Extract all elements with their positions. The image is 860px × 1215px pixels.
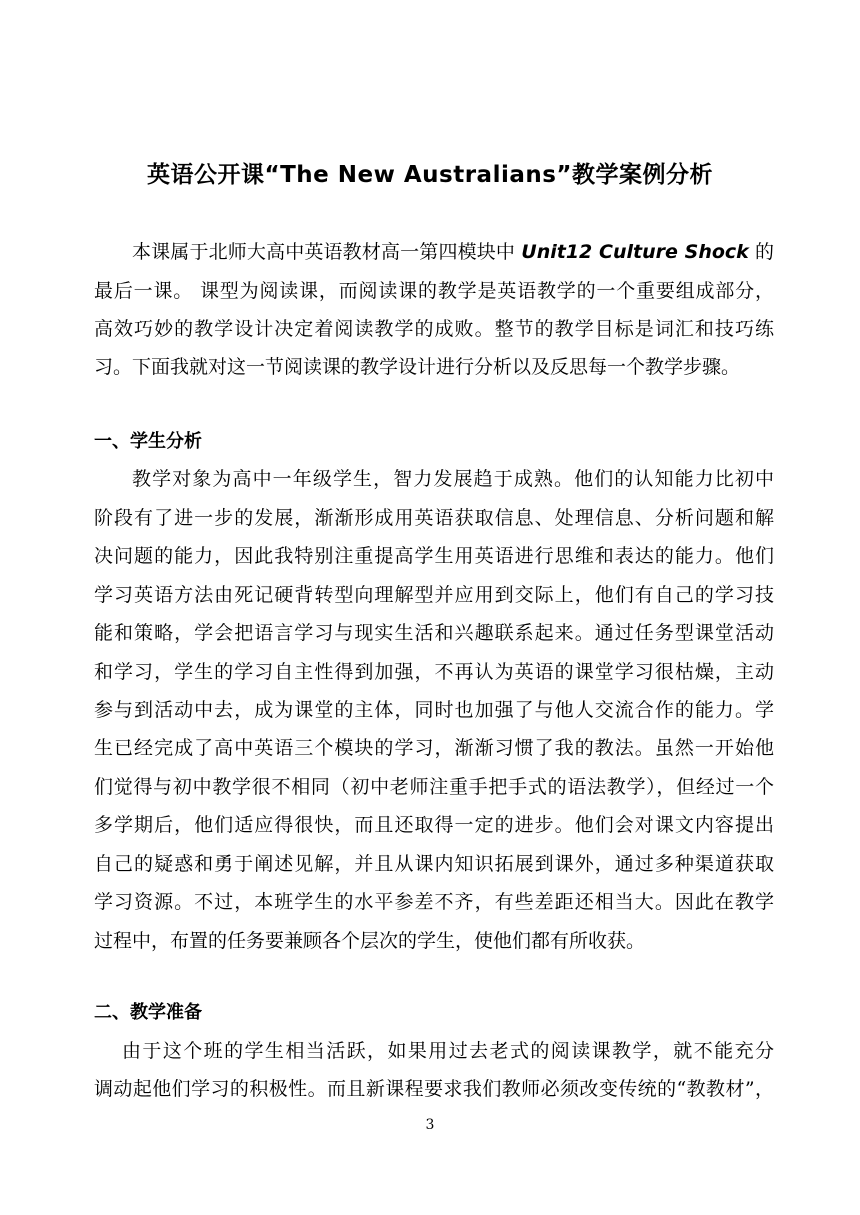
paragraph-line: 学习资源。不过，本班学生的水平参差不齐，有些差距还相当大。因此在教学 bbox=[94, 891, 774, 913]
intro-line: 习。下面我就对这一节阅读课的教学设计进行分析以及反思每一个教学步骤。 bbox=[94, 356, 741, 378]
paragraph-line: 生已经完成了高中英语三个模块的学习，渐渐习惯了我的教法。虽然一开始他 bbox=[94, 737, 774, 759]
paragraph-line: 调动起他们学习的积极性。而且新课程要求我们教师必须改变传统的“教教材”， bbox=[94, 1078, 774, 1100]
paragraph-line: 学习英语方法由死记硬背转型向理解型并应用到交际上，他们有自己的学习技 bbox=[94, 584, 774, 606]
paragraph-line: 多学期后，他们适应得很快，而且还取得一定的进步。他们会对课文内容提出 bbox=[94, 814, 774, 836]
intro-line: 高效巧妙的教学设计决定着阅读教学的成败。整节的教学目标是词汇和技巧练 bbox=[94, 318, 774, 340]
intro-text: 的 bbox=[748, 241, 775, 263]
paragraph-line: 阶段有了进一步的发展，渐渐形成用英语获取信息、处理信息、分析问题和解 bbox=[94, 507, 774, 529]
paragraph-line: 由于这个班的学生相当活跃，如果用过去老式的阅读课教学，就不能充分 bbox=[122, 1040, 774, 1062]
paragraph-line: 和学习，学生的学习自主性得到加强，不再认为英语的课堂学习很枯燥，主动 bbox=[94, 661, 774, 683]
paragraph-line: 决问题的能力，因此我特别注重提高学生用英语进行思维和表达的能力。他们 bbox=[94, 545, 774, 567]
section-heading: 二、教学准备 bbox=[94, 1002, 202, 1023]
page-number: 3 bbox=[425, 1117, 435, 1133]
section-heading: 一、学生分析 bbox=[94, 431, 202, 452]
document-title: 英语公开课“The New Australians”教学案例分析 bbox=[146, 162, 714, 188]
intro-line bbox=[94, 240, 774, 264]
paragraph-line: 参与到活动中去，成为课堂的主体，同时也加强了与他人交流合作的能力。学 bbox=[94, 699, 774, 721]
intro-text: 本课属于北师大高中英语教材高一第四模块中 bbox=[132, 241, 522, 263]
unit-name: Unit12 Culture Shock bbox=[521, 241, 749, 263]
paragraph-line: 能和策略，学会把语言学习与现实生活和兴趣联系起来。通过任务型课堂活动 bbox=[94, 622, 774, 644]
paragraph-line: 们觉得与初中教学很不相同（初中老师注重手把手式的语法教学），但经过一个 bbox=[94, 776, 774, 798]
paragraph-line: 过程中，布置的任务要兼顾各个层次的学生，使他们都有所收获。 bbox=[94, 930, 646, 952]
intro-line: 最后一课。 课型为阅读课，而阅读课的教学是英语教学的一个重要组成部分， bbox=[94, 280, 774, 302]
paragraph-line: 教学对象为高中一年级学生，智力发展趋于成熟。他们的认知能力比初中 bbox=[132, 468, 774, 490]
paragraph-line: 自己的疑惑和勇于阐述见解，并且从课内知识拓展到课外，通过多种渠道获取 bbox=[94, 853, 774, 875]
